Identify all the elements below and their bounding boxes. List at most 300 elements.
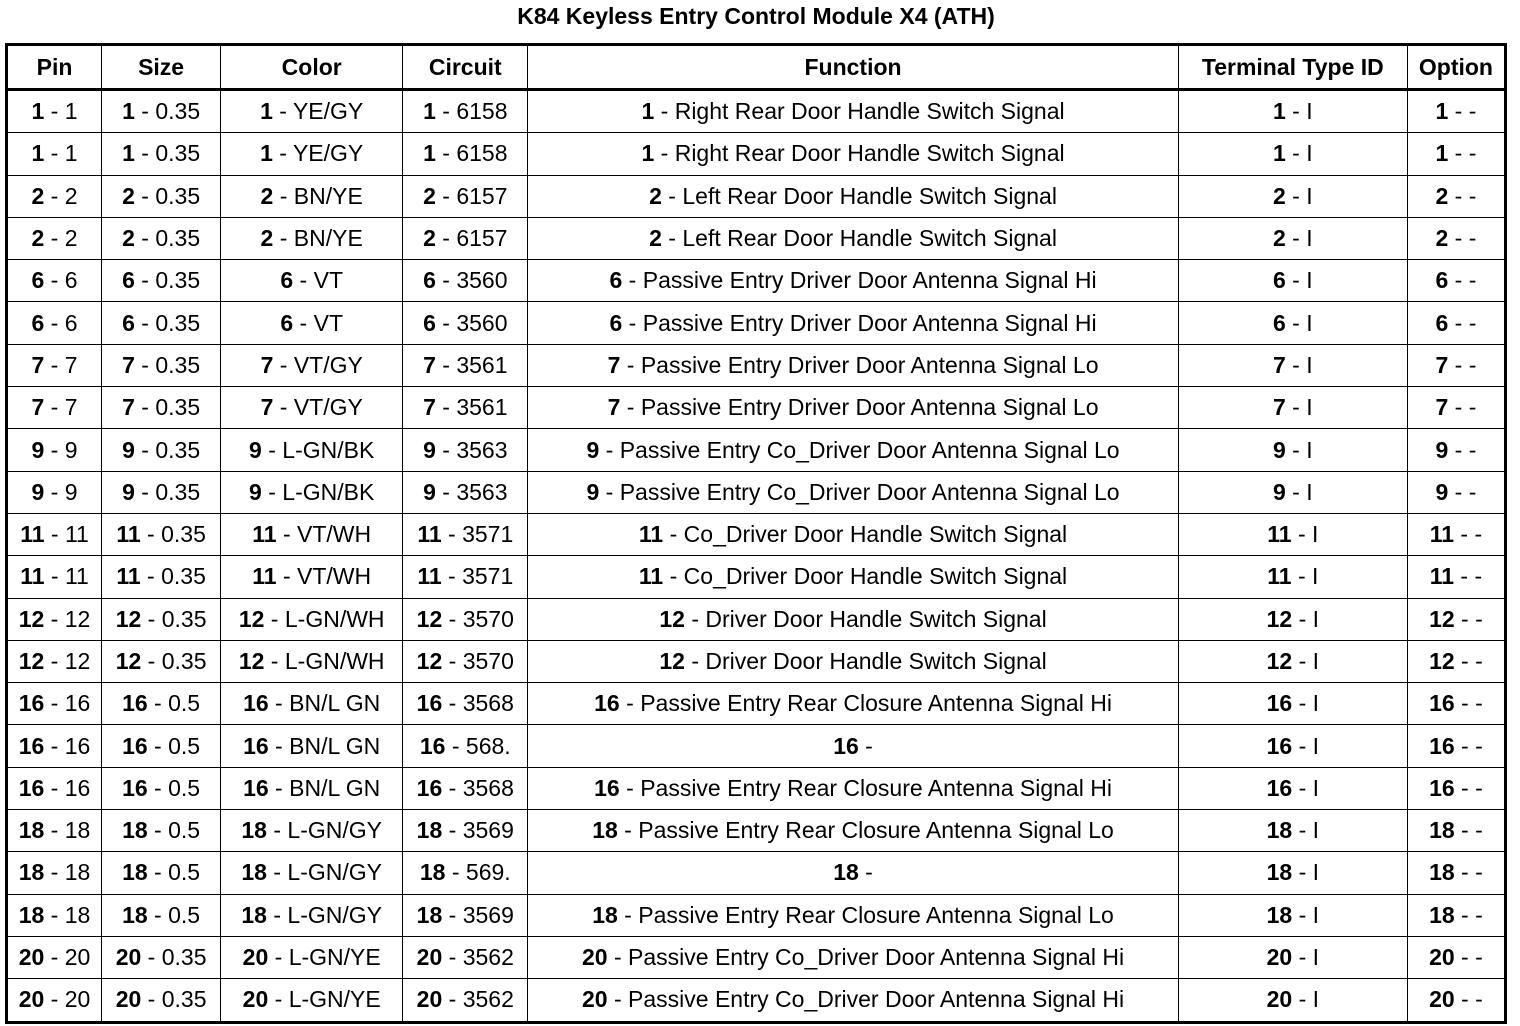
size-cell: 16 - 0.5 xyxy=(102,767,221,809)
cell-value: 12 xyxy=(64,648,91,674)
circuit-cell: 9 - 3563 xyxy=(403,471,528,513)
header-terminal-type-id: Terminal Type ID xyxy=(1178,45,1407,90)
pin-index: 16 xyxy=(18,732,45,759)
header-circuit: Circuit xyxy=(403,45,528,90)
header-pin: Pin xyxy=(7,45,102,90)
cell-value: 3571 xyxy=(462,563,514,590)
circuit-cell: 20 - 3562 xyxy=(403,979,528,1022)
terminal-type-cell: 7 - I xyxy=(1178,344,1407,386)
pin-index: 1 xyxy=(122,98,135,125)
cell-value: - xyxy=(1475,901,1483,928)
table-row xyxy=(7,344,1506,386)
pin-index: 1 xyxy=(1273,140,1286,167)
option-cell: 7 - - xyxy=(1407,344,1505,386)
pin-index: 11 xyxy=(252,521,277,548)
option-cell: 12 - - xyxy=(1407,598,1505,640)
cell-value: - xyxy=(1468,394,1477,421)
terminal-type-cell: 16 - I xyxy=(1178,767,1407,809)
cell-value: VT/WH xyxy=(297,521,372,548)
pin-index: 1 xyxy=(31,98,45,125)
cell-value: 18 xyxy=(64,859,91,886)
cell-value: I xyxy=(1312,986,1320,1013)
table-row xyxy=(7,852,1506,894)
pin-index: 18 xyxy=(419,859,446,886)
cell-value: Passive Entry Rear Closure Antenna Signal Lo xyxy=(638,817,1114,844)
pin-index: 7 xyxy=(260,351,274,378)
pin-cell: 11 - 11 xyxy=(7,556,102,598)
terminal-type-cell: 18 - I xyxy=(1178,810,1407,852)
cell-value: 0.35 xyxy=(155,309,201,336)
pin-index: 16 xyxy=(1429,690,1455,717)
cell-value: - xyxy=(1475,605,1483,632)
cell-value: 11 xyxy=(64,563,89,590)
pin-index: 2 xyxy=(423,182,436,209)
pin-index: 18 xyxy=(592,817,618,844)
header-option: Option xyxy=(1407,45,1505,90)
cell-value: 568. xyxy=(465,732,511,759)
cell-value: - xyxy=(1475,944,1483,971)
cell-value: Co_Driver Door Handle Switch Signal xyxy=(683,521,1068,548)
pin-cell: 20 - 20 xyxy=(7,936,102,978)
color-cell: 6 - VT xyxy=(221,302,403,344)
cell-value: I xyxy=(1306,351,1313,378)
cell-value: 3569 xyxy=(462,901,514,928)
cell-value: 11 xyxy=(64,521,89,548)
pin-index: 9 xyxy=(31,436,45,463)
pin-index: 1 xyxy=(423,140,436,167)
pin-index: 1 xyxy=(122,140,135,167)
pin-index: 12 xyxy=(1429,648,1455,674)
cell-value: Right Rear Door Handle Switch Signal xyxy=(674,98,1065,125)
function-cell: 18 - xyxy=(528,852,1178,894)
cell-value: 0.35 xyxy=(155,436,201,463)
size-cell: 6 - 0.35 xyxy=(102,260,221,302)
cell-value: I xyxy=(1306,182,1313,209)
cell-value: 12 xyxy=(64,605,91,632)
table-row xyxy=(7,640,1506,682)
pin-cell: 6 - 6 xyxy=(7,260,102,302)
pin-index: 2 xyxy=(31,182,45,209)
cell-value: - xyxy=(1468,478,1477,505)
pin-index: 9 xyxy=(249,478,262,505)
cell-value: Passive Entry Co_Driver Door Antenna Signal Hi xyxy=(628,986,1125,1013)
size-cell: 18 - 0.5 xyxy=(102,894,221,936)
color-cell: 18 - L-GN/GY xyxy=(221,810,403,852)
circuit-cell: 12 - 3570 xyxy=(403,598,528,640)
cell-value: 0.35 xyxy=(161,563,206,590)
header-function: Function xyxy=(528,45,1178,90)
table-row xyxy=(7,90,1506,133)
pin-index: 6 xyxy=(1273,309,1286,336)
pin-index: 1 xyxy=(31,140,45,167)
cell-value: 3560 xyxy=(456,267,508,294)
size-cell: 16 - 0.5 xyxy=(102,725,221,767)
cell-value: 3569 xyxy=(462,817,514,844)
pin-index: 16 xyxy=(18,774,45,801)
size-cell: 18 - 0.5 xyxy=(102,810,221,852)
cell-value: 16 xyxy=(64,774,91,801)
table-row xyxy=(7,894,1506,936)
pin-index: 20 xyxy=(416,944,443,971)
pin-index: 7 xyxy=(1435,394,1449,421)
pin-index: 1 xyxy=(1435,98,1449,125)
cell-value: 3561 xyxy=(456,351,508,378)
cell-value: 2 xyxy=(64,225,78,252)
cell-value: Driver Door Handle Switch Signal xyxy=(705,648,1047,674)
pin-index: 16 xyxy=(1429,774,1455,801)
pin-index: 1 xyxy=(260,140,273,167)
pin-index: 7 xyxy=(31,351,45,378)
option-cell: 11 - - xyxy=(1407,513,1505,555)
function-cell: 6 - Passive Entry Driver Door Antenna Signal Hi xyxy=(528,302,1178,344)
cell-value: 569. xyxy=(465,859,511,886)
color-cell: 11 - VT/WH xyxy=(221,556,403,598)
cell-value: Passive Entry Co_Driver Door Antenna Signal Lo xyxy=(619,478,1120,505)
pin-index: 18 xyxy=(1429,817,1455,844)
size-cell: 20 - 0.35 xyxy=(102,979,221,1022)
pin-cell: 1 - 1 xyxy=(7,90,102,133)
cell-value: 0.5 xyxy=(168,859,201,886)
pin-index: 6 xyxy=(1435,309,1449,336)
table-row xyxy=(7,471,1506,513)
color-cell: 1 - YE/GY xyxy=(221,90,403,133)
size-cell: 16 - 0.5 xyxy=(102,683,221,725)
option-cell: 18 - - xyxy=(1407,894,1505,936)
cell-value: 1 xyxy=(64,140,78,167)
cell-value: - xyxy=(1468,267,1477,294)
cell-value: - xyxy=(1475,732,1483,759)
pin-index: 18 xyxy=(1429,901,1455,928)
cell-value: 16 xyxy=(64,732,91,759)
cell-value: 18 xyxy=(64,901,91,928)
pin-cell: 18 - 18 xyxy=(7,852,102,894)
header-color: Color xyxy=(221,45,403,90)
pin-index: 2 xyxy=(649,225,662,252)
option-cell: 16 - - xyxy=(1407,725,1505,767)
cell-value: 0.35 xyxy=(155,140,201,167)
circuit-cell: 1 - 6158 xyxy=(403,133,528,175)
cell-value: 0.5 xyxy=(168,774,201,801)
pin-index: 18 xyxy=(1266,817,1293,844)
cell-value: I xyxy=(1312,859,1320,886)
cell-value: Passive Entry Rear Closure Antenna Signal Hi xyxy=(640,690,1112,717)
option-cell: 18 - - xyxy=(1407,852,1505,894)
color-cell: 12 - L-GN/WH xyxy=(221,640,403,682)
terminal-type-cell: 9 - I xyxy=(1178,429,1407,471)
pin-cell: 1 - 1 xyxy=(7,133,102,175)
pin-index: 2 xyxy=(1273,182,1286,209)
table-row xyxy=(7,979,1506,1022)
pin-index: 6 xyxy=(423,309,436,336)
cell-value: - xyxy=(1475,986,1483,1013)
cell-value: BN/L GN xyxy=(289,690,381,717)
pin-index: 6 xyxy=(122,267,135,294)
function-cell: 18 - Passive Entry Rear Closure Antenna Signal Lo xyxy=(528,810,1178,852)
circuit-cell: 20 - 3562 xyxy=(403,936,528,978)
cell-value: - xyxy=(1468,140,1477,167)
cell-value: 6157 xyxy=(456,225,508,252)
pin-index: 1 xyxy=(641,140,655,167)
pin-index: 20 xyxy=(115,944,142,971)
cell-value: L-GN/GY xyxy=(287,817,382,844)
function-cell: 20 - Passive Entry Co_Driver Door Antenna Signal Hi xyxy=(528,936,1178,978)
cell-value: L-GN/GY xyxy=(287,859,382,886)
cell-value: VT xyxy=(313,267,344,294)
pin-index: 6 xyxy=(423,267,436,294)
pin-index: 11 xyxy=(417,563,442,590)
pin-index: 16 xyxy=(833,732,859,759)
cell-value: 3563 xyxy=(456,478,508,505)
pin-index: 12 xyxy=(1266,648,1293,674)
pin-index: 7 xyxy=(607,351,621,378)
pin-index: 20 xyxy=(416,986,443,1013)
terminal-type-cell: 16 - I xyxy=(1178,725,1407,767)
cell-value: Driver Door Handle Switch Signal xyxy=(705,605,1047,632)
size-cell: 11 - 0.35 xyxy=(102,513,221,555)
color-cell: 16 - BN/L GN xyxy=(221,683,403,725)
pin-index: 16 xyxy=(243,774,269,801)
pin-index: 9 xyxy=(1273,478,1286,505)
terminal-type-cell: 6 - I xyxy=(1178,260,1407,302)
cell-value: 0.35 xyxy=(161,648,207,674)
pin-index: 16 xyxy=(416,774,443,801)
cell-value: - xyxy=(1474,521,1483,548)
pin-index: 11 xyxy=(1429,563,1455,590)
size-cell: 2 - 0.35 xyxy=(102,217,221,259)
cell-value: Co_Driver Door Handle Switch Signal xyxy=(683,563,1068,590)
pin-index: 2 xyxy=(122,225,135,252)
table-row xyxy=(7,302,1506,344)
option-cell: 11 - - xyxy=(1407,556,1505,598)
cell-value: I xyxy=(1306,309,1313,336)
cell-value: YE/GY xyxy=(292,140,364,167)
size-cell: 11 - 0.35 xyxy=(102,556,221,598)
cell-value: VT/GY xyxy=(293,351,363,378)
pin-index: 12 xyxy=(416,648,443,674)
pin-index: 16 xyxy=(122,690,148,717)
cell-value: 0.35 xyxy=(161,521,206,548)
circuit-cell: 16 - 568. xyxy=(403,725,528,767)
header-row xyxy=(7,45,1506,90)
pin-index: 18 xyxy=(1266,859,1293,886)
cell-value: 0.35 xyxy=(155,225,201,252)
pin-cell: 18 - 18 xyxy=(7,894,102,936)
table-row xyxy=(7,387,1506,429)
terminal-type-cell: 2 - I xyxy=(1178,175,1407,217)
option-cell: 7 - - xyxy=(1407,387,1505,429)
cell-value: 0.5 xyxy=(168,732,201,759)
cell-value: Passive Entry Driver Door Antenna Signal Lo xyxy=(640,351,1099,378)
pin-index: 9 xyxy=(586,478,600,505)
function-cell: 9 - Passive Entry Co_Driver Door Antenna Signal Lo xyxy=(528,429,1178,471)
pin-index: 18 xyxy=(241,901,267,928)
pin-index: 11 xyxy=(116,563,141,590)
function-cell: 1 - Right Rear Door Handle Switch Signal xyxy=(528,90,1178,133)
cell-value: 3560 xyxy=(456,309,508,336)
cell-value: I xyxy=(1306,98,1313,125)
terminal-type-cell: 2 - I xyxy=(1178,217,1407,259)
cell-value: BN/L GN xyxy=(289,774,381,801)
cell-value: I xyxy=(1306,436,1313,463)
table-row xyxy=(7,767,1506,809)
pin-index: 18 xyxy=(18,817,45,844)
pin-index: 2 xyxy=(260,225,274,252)
pin-index: 11 xyxy=(1267,563,1292,590)
pin-index: 12 xyxy=(18,605,45,632)
pin-index: 2 xyxy=(122,182,135,209)
cell-value: - xyxy=(1468,182,1477,209)
terminal-type-cell: 18 - I xyxy=(1178,894,1407,936)
pin-index: 6 xyxy=(609,267,623,294)
cell-value: VT/WH xyxy=(297,563,372,590)
pin-index: 12 xyxy=(416,605,443,632)
circuit-cell: 16 - 3568 xyxy=(403,683,528,725)
function-cell: 6 - Passive Entry Driver Door Antenna Signal Hi xyxy=(528,260,1178,302)
color-cell: 7 - VT/GY xyxy=(221,387,403,429)
pin-index: 7 xyxy=(1273,394,1286,421)
cell-value: 0.35 xyxy=(155,394,201,421)
pin-index: 12 xyxy=(1266,605,1293,632)
function-cell: 18 - Passive Entry Rear Closure Antenna Signal Lo xyxy=(528,894,1178,936)
cell-value: 3562 xyxy=(462,944,514,971)
cell-value: I xyxy=(1306,225,1313,252)
cell-value: L-GN/BK xyxy=(282,478,375,505)
option-cell: 1 - - xyxy=(1407,133,1505,175)
option-cell: 16 - - xyxy=(1407,767,1505,809)
option-cell: 20 - - xyxy=(1407,936,1505,978)
pin-index: 16 xyxy=(18,690,45,717)
cell-value: 0.35 xyxy=(155,98,201,125)
option-cell: 6 - - xyxy=(1407,302,1505,344)
pin-index: 20 xyxy=(1266,986,1293,1013)
pin-index: 2 xyxy=(1435,182,1449,209)
table-body xyxy=(7,90,1506,1023)
cell-value: BN/YE xyxy=(293,182,363,209)
document-title: K84 Keyless Entry Control Module X4 (ATH) xyxy=(517,3,995,29)
pin-index: 7 xyxy=(607,394,621,421)
cell-value: I xyxy=(1306,394,1313,421)
pin-index: 9 xyxy=(249,436,262,463)
function-cell: 7 - Passive Entry Driver Door Antenna Signal Lo xyxy=(528,344,1178,386)
pin-index: 7 xyxy=(1435,351,1449,378)
table-row xyxy=(7,260,1506,302)
pin-index: 18 xyxy=(416,901,443,928)
pin-cell: 18 - 18 xyxy=(7,810,102,852)
color-cell: 20 - L-GN/YE xyxy=(221,979,403,1022)
option-cell: 9 - - xyxy=(1407,429,1505,471)
pin-cell: 11 - 11 xyxy=(7,513,102,555)
pin-index: 2 xyxy=(1435,225,1449,252)
size-cell: 7 - 0.35 xyxy=(102,344,221,386)
cell-value: 6157 xyxy=(456,182,508,209)
color-cell: 16 - BN/L GN xyxy=(221,725,403,767)
pin-index: 11 xyxy=(417,521,442,548)
cell-value: L-GN/BK xyxy=(282,436,375,463)
pin-index: 16 xyxy=(1429,732,1455,759)
pin-index: 12 xyxy=(115,605,142,632)
pin-index: 18 xyxy=(122,901,148,928)
cell-value: Left Rear Door Handle Switch Signal xyxy=(682,225,1057,252)
terminal-type-cell: 20 - I xyxy=(1178,979,1407,1022)
color-cell: 9 - L-GN/BK xyxy=(221,471,403,513)
table-row xyxy=(7,175,1506,217)
circuit-cell: 9 - 3563 xyxy=(403,429,528,471)
circuit-cell: 6 - 3560 xyxy=(403,260,528,302)
pin-index: 20 xyxy=(242,986,269,1013)
pin-index: 11 xyxy=(20,521,45,548)
function-cell: 2 - Left Rear Door Handle Switch Signal xyxy=(528,175,1178,217)
pin-index: 7 xyxy=(423,394,436,421)
pin-index: 12 xyxy=(659,648,685,674)
cell-value: - xyxy=(1468,225,1477,252)
cell-value: - xyxy=(1474,563,1483,590)
cell-value: I xyxy=(1306,140,1313,167)
pin-index: 20 xyxy=(582,944,608,971)
cell-value: 0.35 xyxy=(161,605,207,632)
cell-value: - xyxy=(1468,98,1477,125)
color-cell: 2 - BN/YE xyxy=(221,175,403,217)
terminal-type-cell: 1 - I xyxy=(1178,133,1407,175)
pin-index: 9 xyxy=(31,478,45,505)
pin-cell: 16 - 16 xyxy=(7,767,102,809)
pin-index: 18 xyxy=(18,901,45,928)
function-cell: 12 - Driver Door Handle Switch Signal xyxy=(528,598,1178,640)
size-cell: 7 - 0.35 xyxy=(102,387,221,429)
color-cell: 18 - L-GN/GY xyxy=(221,852,403,894)
cell-value: 6158 xyxy=(456,98,508,125)
pin-index: 9 xyxy=(122,478,135,505)
cell-value: I xyxy=(1312,648,1320,674)
pin-index: 9 xyxy=(1435,478,1449,505)
circuit-cell: 18 - 569. xyxy=(403,852,528,894)
cell-value: 18 xyxy=(64,817,91,844)
cell-value: Passive Entry Co_Driver Door Antenna Signal Lo xyxy=(619,436,1120,463)
size-cell: 1 - 0.35 xyxy=(102,133,221,175)
pin-index: 16 xyxy=(419,732,446,759)
pin-index: 18 xyxy=(122,859,148,886)
pin-index: 11 xyxy=(638,521,664,548)
cell-value: - xyxy=(1475,817,1483,844)
function-cell: 11 - Co_Driver Door Handle Switch Signal xyxy=(528,513,1178,555)
pin-index: 18 xyxy=(241,817,267,844)
pin-index: 6 xyxy=(609,309,623,336)
cell-value: L-GN/YE xyxy=(288,986,381,1013)
table-row xyxy=(7,133,1506,175)
pin-index: 16 xyxy=(1266,690,1293,717)
pin-index: 9 xyxy=(586,436,600,463)
cell-value: 0.5 xyxy=(168,817,201,844)
pin-index: 12 xyxy=(1429,605,1455,632)
pin-index: 12 xyxy=(238,648,265,674)
cell-value: 0.35 xyxy=(161,986,207,1013)
pin-index: 7 xyxy=(423,351,436,378)
cell-value: L-GN/YE xyxy=(288,944,381,971)
cell-value: I xyxy=(1312,732,1320,759)
function-cell: 20 - Passive Entry Co_Driver Door Antenna Signal Hi xyxy=(528,979,1178,1022)
pin-index: 18 xyxy=(18,859,45,886)
cell-value: 0.35 xyxy=(161,944,207,971)
terminal-type-cell: 11 - I xyxy=(1178,513,1407,555)
pin-index: 20 xyxy=(1429,986,1455,1013)
table-row xyxy=(7,810,1506,852)
terminal-type-cell: 6 - I xyxy=(1178,302,1407,344)
circuit-cell: 12 - 3570 xyxy=(403,640,528,682)
cell-value: Passive Entry Driver Door Antenna Signal Lo xyxy=(640,394,1099,421)
pinout-table xyxy=(5,43,1507,1024)
pin-index: 20 xyxy=(18,986,45,1013)
size-cell: 6 - 0.35 xyxy=(102,302,221,344)
cell-value: 3568 xyxy=(462,774,514,801)
